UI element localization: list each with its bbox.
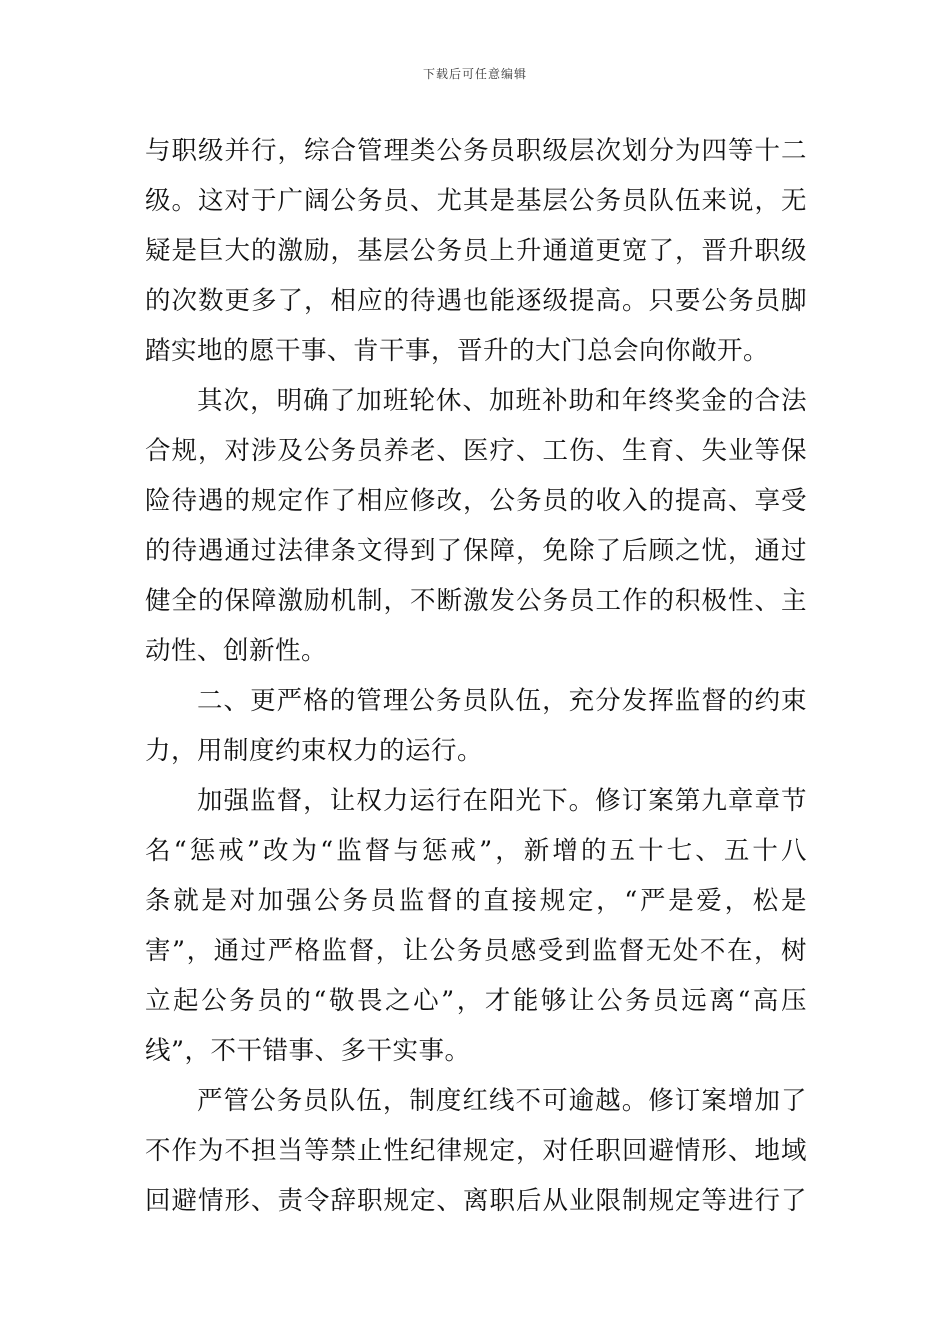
text-line: 力，用制度约束权力的运行。 (145, 736, 484, 766)
paragraph (145, 676, 807, 776)
text-line: 线”，不干错事、多干实事。 (145, 1036, 471, 1066)
text-line: 的次数更多了，相应的待遇也能逐级提高。只要公务员脚 (145, 286, 807, 316)
document-body (145, 126, 807, 1226)
text-line: 险待遇的规定作了相应修改，公务员的收入的提高、享受 (145, 486, 807, 516)
text-line: 疑是巨大的激励，基层公务员上升通道更宽了，晋升职级 (145, 236, 807, 266)
paragraph (145, 776, 807, 1076)
page-header: 下载后可任意编辑 (422, 67, 527, 81)
paragraph (145, 376, 807, 676)
text-line: 的待遇通过法律条文得到了保障，免除了后顾之忧，通过 (145, 536, 807, 566)
text-line: 不作为不担当等禁止性纪律规定，对任职回避情形、地域 (145, 1136, 807, 1166)
text-line: 立起公务员的“敬畏之心”，才能够让公务员远离“高压 (145, 986, 807, 1016)
text-line: 名“惩戒”改为“监督与惩戒”，新增的五十七、五十八 (145, 836, 807, 866)
text-line: 级。这对于广阔公务员、尤其是基层公务员队伍来说，无 (145, 186, 807, 216)
text-line: 动性、创新性。 (145, 636, 328, 666)
text-line: 与职级并行，综合管理类公务员职级层次划分为四等十二 (145, 136, 807, 166)
text-line: 健全的保障激励机制，不断激发公务员工作的积极性、主 (145, 586, 807, 616)
paragraph (145, 126, 807, 376)
text-line: 严管公务员队伍，制度红线不可逾越。修订案增加了 (197, 1086, 807, 1116)
text-line: 条就是对加强公务员监督的直接规定，“严是爱，松是 (145, 886, 807, 916)
text-line: 合规，对涉及公务员养老、医疗、工伤、生育、失业等保 (145, 436, 807, 466)
text-line: 加强监督，让权力运行在阳光下。修订案第九章章节 (197, 786, 807, 816)
text-line: 回避情形、责令辞职规定、离职后从业限制规定等进行了 (145, 1186, 807, 1216)
text-line: 其次，明确了加班轮休、加班补助和年终奖金的合法 (197, 386, 807, 416)
paragraph (145, 1076, 807, 1226)
text-line: 害”，通过严格监督，让公务员感受到监督无处不在，树 (145, 936, 807, 966)
text-line: 踏实地的愿干事、肯干事，晋升的大门总会向你敞开。 (145, 336, 770, 366)
text-line: 二、更严格的管理公务员队伍，充分发挥监督的约束 (197, 686, 807, 716)
